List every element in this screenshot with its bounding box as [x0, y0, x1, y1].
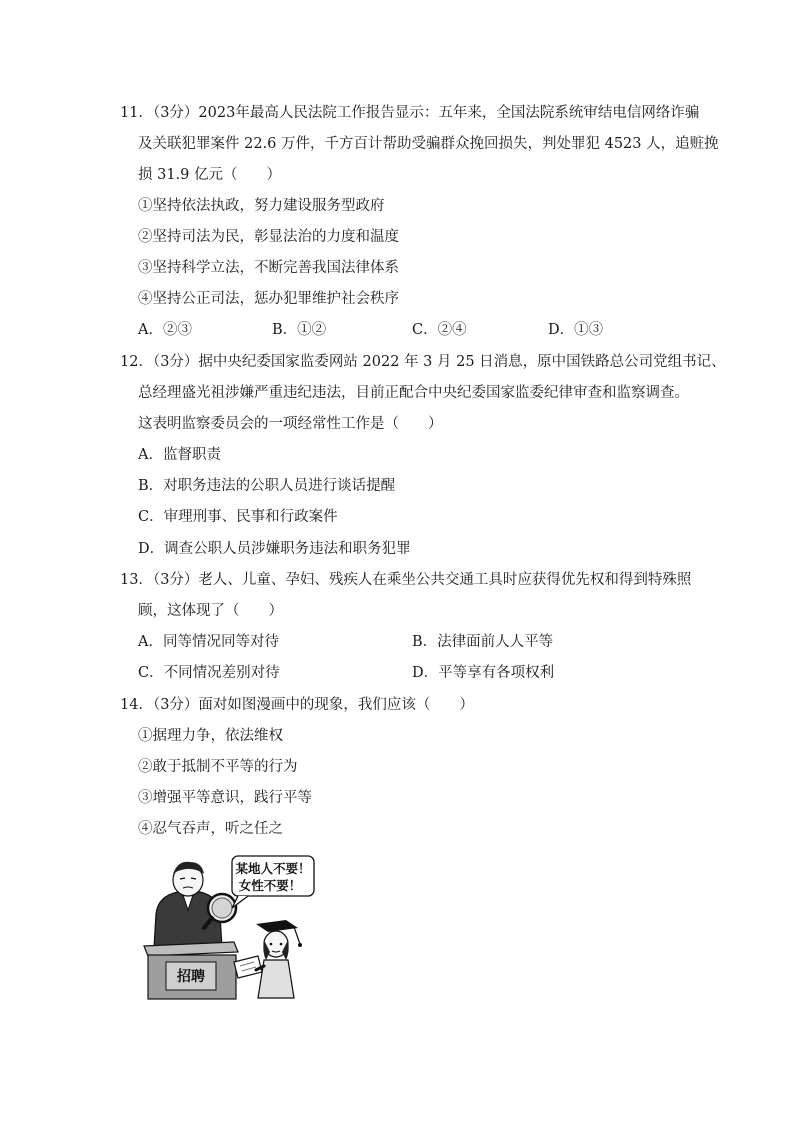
q13-option-d[interactable]: D．平等享有各项权利: [412, 665, 555, 681]
q13-option-a[interactable]: A．同等情况同等对待: [138, 634, 279, 650]
q11-statement-2: ②坚持司法为民，彰显法治的力度和温度: [138, 229, 399, 245]
resume-paper: [234, 956, 262, 978]
q11-option-b[interactable]: B．①②: [272, 322, 327, 338]
q13-stem-line-1: 13．（3分）老人、儿童、孕妇、残疾人在乘坐公共交通工具时应获得优先权和得到特殊照: [120, 572, 692, 588]
q11-statement-4: ④坚持公正司法，惩办犯罪维护社会秩序: [138, 291, 399, 307]
q12-stem-line-3: 这表明监察委员会的一项经常性工作是（ ）: [138, 416, 443, 432]
recruitment-cartoon: [138, 852, 318, 1002]
q11-statement-1: ①坚持依法执政，努力建设服务型政府: [138, 198, 385, 214]
graduation-cap-icon: [256, 920, 298, 932]
q13-option-c[interactable]: C．不同情况差别对待: [138, 665, 280, 681]
q14-statement-1: ①据理力争，依法维权: [138, 728, 283, 744]
q12-option-b[interactable]: B．对职务违法的公职人员进行谈话提醒: [138, 478, 396, 494]
q11-option-c[interactable]: C．②④: [412, 322, 467, 338]
q12-option-c[interactable]: C．审理刑事、民事和行政案件: [138, 509, 338, 525]
q13-stem-line-2: 顾，这体现了（ ）: [138, 603, 283, 619]
q14-statement-3: ③增强平等意识，践行平等: [138, 790, 312, 806]
q12-stem-line-1: 12．（3分）据中央纪委国家监委网站 2022 年 3 月 25 日消息，原中国铁路总公司党组书记、: [120, 354, 726, 370]
desk-sign-label: 招聘: [177, 969, 205, 985]
q12-option-a[interactable]: A．监督职责: [138, 447, 221, 463]
q11-option-a[interactable]: A．②③: [138, 322, 192, 338]
q11-stem-line-2: 及关联犯罪案件 22.6 万件，千方百计帮助受骗群众挽回损失，判处罪犯 4523 人，追赃挽: [138, 136, 719, 152]
q12-stem-line-2: 总经理盛光祖涉嫌严重违纪违法，目前正配合中央纪委国家监委纪律审查和监察调查。: [138, 385, 689, 401]
q11-stem-line-1: 11．（3分）2023年最高人民法院工作报告显示：五年来，全国法院系统审结电信网络诈骗: [120, 105, 700, 121]
q11-option-d[interactable]: D．①③: [548, 322, 604, 338]
q14-statement-2: ②敢于抵制不平等的行为: [138, 759, 298, 775]
q14-statement-4: ④忍气吞声，听之任之: [138, 821, 283, 837]
speech-bubble-line-1: 某地人不要！: [235, 861, 311, 876]
speech-bubble-line-2: 女性不要！: [238, 878, 302, 893]
q14-stem-line-1: 14．（3分）面对如图漫画中的现象，我们应该（ ）: [120, 697, 474, 713]
q12-option-d[interactable]: D．调查公职人员涉嫌职务违法和职务犯罪: [138, 541, 411, 557]
q11-stem-line-3: 损 31.9 亿元（ ）: [138, 167, 282, 183]
q11-statement-3: ③坚持科学立法，不断完善我国法律体系: [138, 260, 399, 276]
q13-option-b[interactable]: B．法律面前人人平等: [412, 634, 554, 650]
